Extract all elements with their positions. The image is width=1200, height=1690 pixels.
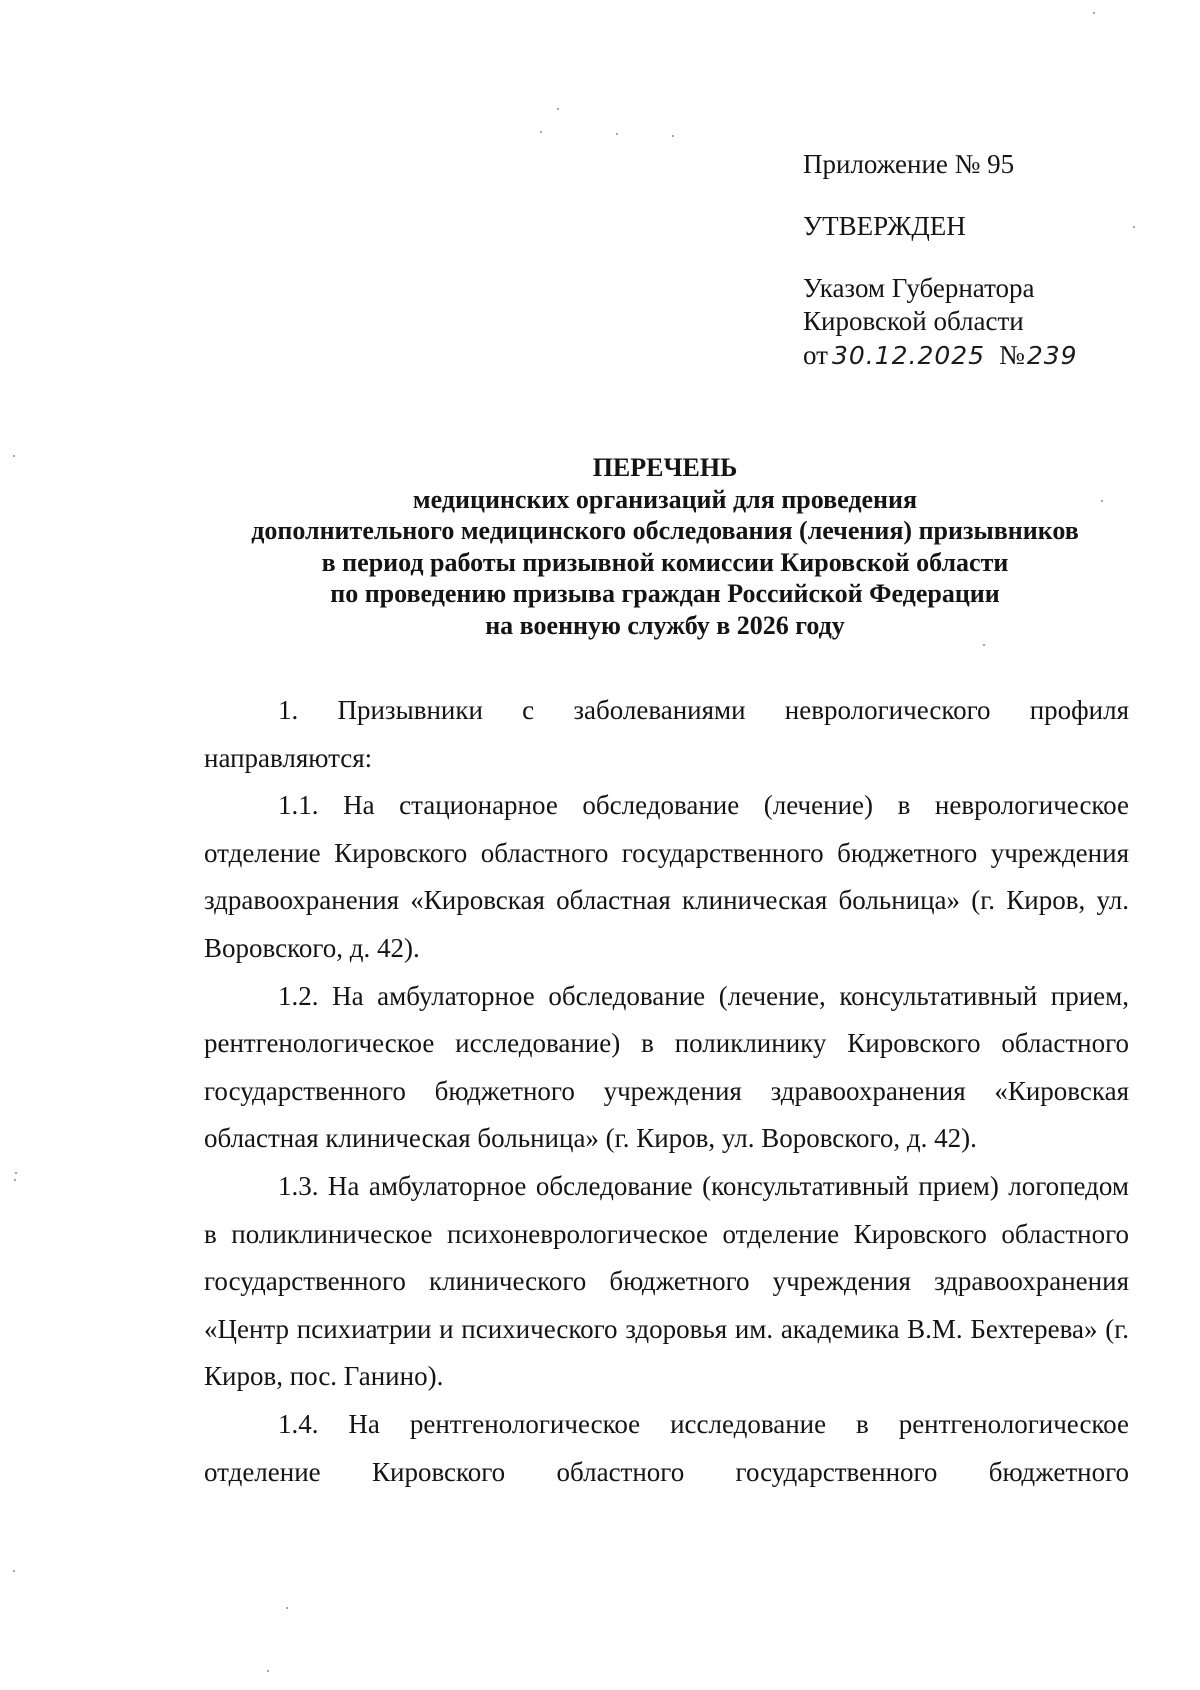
- document-title: ПЕРЕЧЕНЬ: [592, 453, 738, 482]
- annex-number: Приложение № 95: [803, 149, 1015, 179]
- approved-label: УТВЕРЖДЕН: [803, 211, 966, 241]
- scan-speck: [286, 1607, 288, 1609]
- heading-subtitle-line: по проведению призыва граждан Российской Федерации: [330, 579, 1000, 609]
- scan-speck: [13, 455, 15, 457]
- scan-speck: [14, 1179, 16, 1181]
- scan-speck: [616, 133, 618, 135]
- scan-speck: [1093, 12, 1095, 14]
- scan-speck: [540, 131, 542, 133]
- scan-speck: [983, 644, 985, 646]
- document-heading: [200, 452, 1130, 642]
- handwritten-number: 239: [1026, 341, 1078, 370]
- document-body: [204, 687, 1129, 1496]
- paragraph-1: 1. Призывники с заболеваниями неврологического профиля направляются:: [204, 695, 1129, 773]
- heading-subtitle-line: дополнительного медицинского обследования (лечения) призывников: [251, 516, 1079, 546]
- paragraph-1-1: 1.1. На стационарное обследование (лечение) в неврологическое отделение Кировского областного государственного бюджетного учреждения здравоохранения «Кировская областная клиническая больница» (г. Киров, ул. Воровского, д. 42).: [204, 790, 1129, 963]
- date-prefix: от: [803, 340, 828, 370]
- handwritten-date: 30.12.2025: [831, 341, 986, 370]
- scan-speck: [13, 1570, 15, 1572]
- heading-subtitle-line: медицинских организаций для проведения: [412, 484, 918, 514]
- paragraph-1-3: 1.3. На амбулаторное обследование (консультативный прием) логопедом в поликлиническое психоневрологическое отделение Кировского областного государственного клинического бюджетного учреждения здравоохранения «Центр психиатрии и психического здоровья им. академика В.М. Бехтерева» (г. Киров, пос. Ганино).: [204, 1170, 1129, 1392]
- scan-speck: [672, 135, 674, 137]
- number-prefix: №: [999, 340, 1025, 370]
- approved-by-region: Кировской области: [803, 306, 1024, 336]
- paragraph-1-2: 1.2. На амбулаторное обследование (лечение, консультативный прием, рентгенологическое исследование) в поликлинику Кировского областного государственного бюджетного учреждения здравоохранения «Кировская областная клиническая больница» (г. Киров, ул. Воровского, д. 42).: [204, 980, 1129, 1154]
- scan-speck: [15, 1172, 17, 1174]
- scan-speck: [267, 1670, 269, 1672]
- approval-block: [803, 148, 1163, 373]
- scan-speck: [557, 108, 559, 110]
- heading-subtitle-line: на военную службу в 2026 году: [485, 610, 845, 640]
- approved-by-line: Указом Губернатора: [803, 273, 1035, 303]
- paragraph-1-4: 1.4. На рентгенологическое исследование в рентгенологическое отделение Кировского областного государственного бюджетного: [204, 1408, 1129, 1487]
- heading-subtitle-line: в период работы призывной комиссии Кировской области: [321, 547, 1009, 577]
- decree-date-line: [803, 338, 1163, 373]
